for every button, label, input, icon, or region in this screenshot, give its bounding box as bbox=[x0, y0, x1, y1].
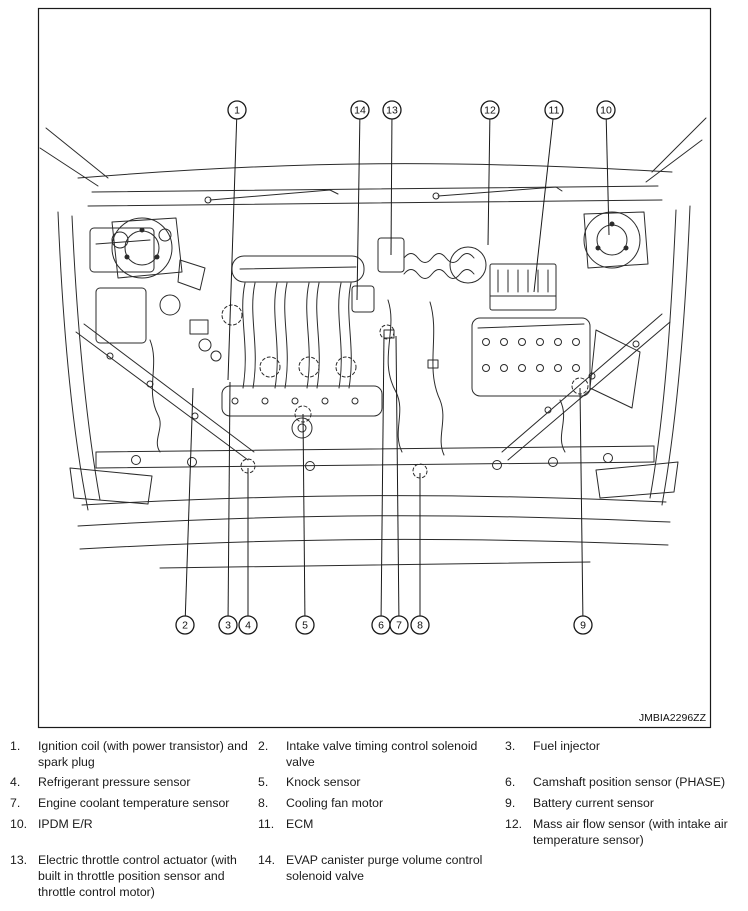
callout-number-6: 6 bbox=[378, 619, 384, 632]
callout-number-12: 12 bbox=[484, 104, 496, 117]
legend-item-8 bbox=[258, 796, 505, 812]
component-legend bbox=[0, 732, 748, 901]
legend-item-text: EVAP canister purge volume control solenoid valve bbox=[286, 853, 483, 884]
legend-item-4 bbox=[10, 775, 258, 791]
legend-item-10 bbox=[10, 817, 258, 848]
legend-item-14 bbox=[258, 853, 505, 900]
leader-line-7 bbox=[396, 336, 399, 625]
legend-item-text: Camshaft position sensor (PHASE) bbox=[533, 775, 726, 790]
legend-item-number: 4. bbox=[10, 775, 21, 790]
legend-item-text: Electric throttle control actuator (with built in throttle position sensor and throttle control motor) bbox=[38, 853, 237, 899]
legend-item-text: Ignition coil (with power transistor) and spark plug bbox=[38, 739, 248, 769]
legend-item-number: 1. bbox=[10, 739, 21, 753]
legend-item-1 bbox=[10, 739, 258, 770]
legend-item-number: 9. bbox=[505, 796, 516, 811]
legend-item-text: ECM bbox=[286, 816, 314, 831]
legend-item-text: Engine coolant temperature sensor bbox=[38, 796, 230, 811]
legend-item-5 bbox=[258, 775, 505, 791]
callout-number-9: 9 bbox=[580, 619, 586, 632]
engine-line-art bbox=[40, 118, 706, 568]
callout-number-2: 2 bbox=[182, 619, 188, 632]
legend-item-number: 6. bbox=[505, 775, 516, 790]
callout-number-5: 5 bbox=[302, 619, 308, 632]
leader-line-12 bbox=[488, 110, 490, 245]
legend-grid bbox=[10, 739, 748, 901]
legend-item-text: Fuel injector bbox=[533, 739, 600, 753]
legend-item-number: 2. bbox=[258, 739, 269, 753]
legend-item-9 bbox=[505, 796, 738, 812]
legend-item-number: 13. bbox=[10, 853, 28, 868]
callout-number-8: 8 bbox=[417, 619, 423, 632]
callout-number-14: 14 bbox=[354, 104, 366, 117]
leader-line-10 bbox=[606, 110, 609, 235]
legend-item-11 bbox=[258, 817, 505, 848]
legend-item-text: IPDM E/R bbox=[38, 816, 93, 831]
leader-line-14 bbox=[357, 110, 360, 300]
callout-number-11: 11 bbox=[548, 104, 560, 117]
legend-item-number: 8. bbox=[258, 796, 269, 811]
leader-line-6 bbox=[381, 334, 384, 625]
legend-item-number: 12. bbox=[505, 816, 523, 831]
callout-number-3: 3 bbox=[225, 619, 231, 632]
callout-number-4: 4 bbox=[245, 619, 251, 632]
legend-item-text: Battery current sensor bbox=[533, 796, 654, 811]
legend-item-text: Knock sensor bbox=[286, 775, 361, 790]
legend-item-text: Cooling fan motor bbox=[286, 796, 384, 811]
legend-item-12 bbox=[505, 817, 738, 848]
legend-item-number: 11. bbox=[258, 816, 275, 831]
legend-item-7 bbox=[10, 796, 258, 812]
leader-line-9 bbox=[580, 388, 583, 625]
legend-item-text: Refrigerant pressure sensor bbox=[38, 775, 191, 790]
legend-item-2 bbox=[258, 739, 505, 770]
legend-item-number: 5. bbox=[258, 775, 269, 790]
legend-item-number: 10. bbox=[10, 816, 28, 831]
legend-item-13 bbox=[10, 853, 258, 900]
legend-item-3 bbox=[505, 739, 738, 770]
legend-item-text: Intake valve timing control solenoid valve bbox=[286, 739, 478, 769]
leader-line-5 bbox=[303, 414, 305, 625]
callout-number-7: 7 bbox=[396, 619, 402, 632]
figure-code: JMBIA2296ZZ bbox=[638, 712, 706, 724]
leader-line-13 bbox=[391, 110, 392, 255]
callout-number-10: 10 bbox=[600, 104, 612, 117]
callout-number-13: 13 bbox=[386, 104, 398, 117]
legend-item-number: 3. bbox=[505, 739, 516, 753]
leader-line-2 bbox=[185, 388, 193, 625]
leader-line-3 bbox=[228, 382, 230, 625]
legend-item-number: 14. bbox=[258, 853, 276, 868]
callouts-layer bbox=[176, 101, 615, 634]
legend-item-text: Mass air flow sensor (with intake air temperature sensor) bbox=[533, 816, 728, 847]
leader-line-1 bbox=[228, 110, 237, 380]
legend-item-number: 7. bbox=[10, 796, 21, 811]
legend-item-6 bbox=[505, 775, 738, 791]
callout-number-1: 1 bbox=[234, 104, 240, 117]
